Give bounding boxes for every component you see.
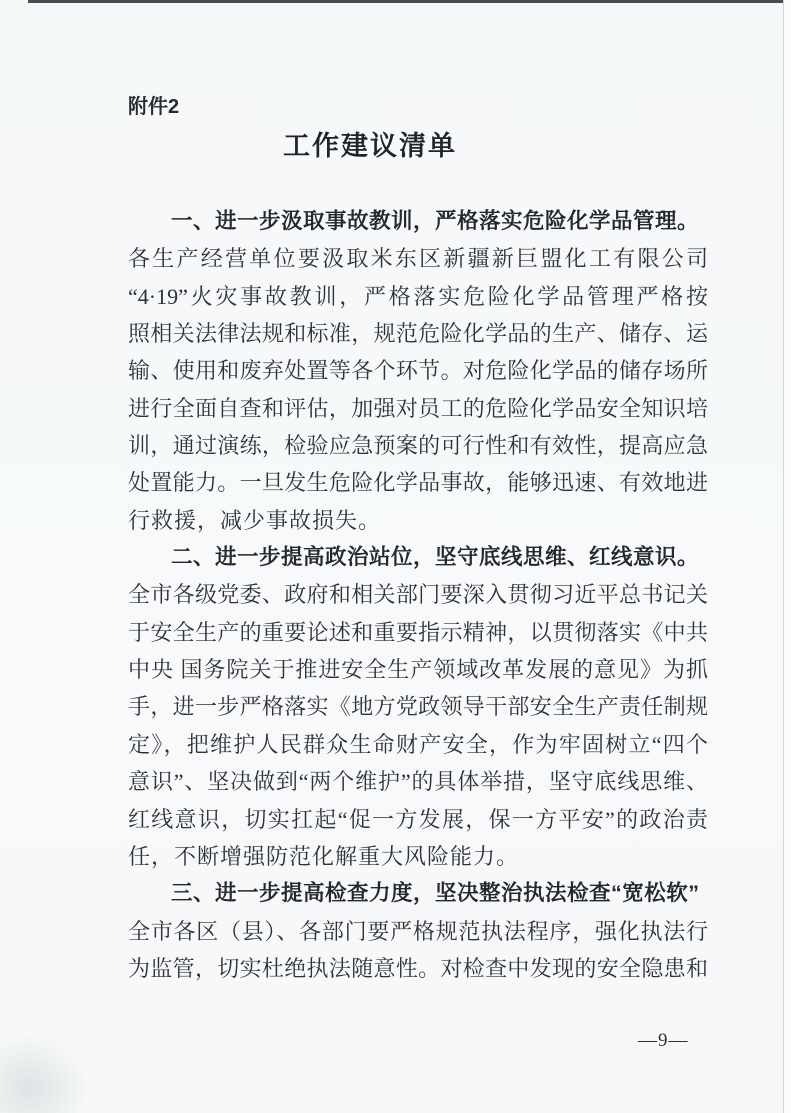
scan-right-edge xyxy=(783,0,784,1113)
paragraph-1-line: “4·19”火灾事故教训，严格落实危险化学品管理严格按 xyxy=(128,283,708,309)
scan-top-edge xyxy=(28,0,791,3)
paragraph-2-line: 任，不断增强防范化解重大风险能力。 xyxy=(128,843,520,869)
paragraph-1-line: 照相关法律法规和标准，规范危险化学品的生产、储存、运 xyxy=(128,321,708,347)
paragraph-3-line: 全市各区（县）、各部门要严格规范执法程序，强化执法行 xyxy=(128,918,708,944)
paragraph-2-line: 意识”、坚决做到“两个维护”的具体举措，坚守底线思维、 xyxy=(128,769,708,795)
paragraph-1 xyxy=(128,203,708,539)
paragraph-1-line: 行救援，减少事故损失。 xyxy=(128,507,382,533)
paragraph-2-line: 全市各级党委、政府和相关部门要深入贯彻习近平总书记关 xyxy=(128,582,708,608)
paragraph-1-lead: 一、进一步汲取事故教训，严格落实危险化学品管理。 xyxy=(171,209,700,233)
paragraph-2-lead: 二、进一步提高政治站位，坚守底线思维、红线意识。 xyxy=(171,545,700,570)
paragraph-2-line: 于安全生产的重要论述和重要指示精神，以贯彻落实《中共 xyxy=(128,619,708,645)
paragraph-2-line: 中央 国务院关于推进安全生产领域改革发展的意见》为抓 xyxy=(128,657,708,683)
paragraph-2 xyxy=(128,539,708,875)
attachment-label: 附件2 xyxy=(128,96,180,118)
scan-right-margin xyxy=(784,0,791,1113)
paragraph-1-line: 输、使用和废弃处置等各个环节。对危险化学品的储存场所 xyxy=(128,358,708,384)
paragraph-1-line: 训，通过演练，检验应急预案的可行性和有效性，提高应急 xyxy=(128,433,708,459)
document-body xyxy=(128,203,708,987)
paragraph-1-line: 处置能力。一旦发生危险化学品事故，能够迅速、有效地进 xyxy=(128,470,708,496)
page-title: 工作建议清单 xyxy=(283,131,457,161)
paragraph-2-line: 手，进一步严格落实《地方党政领导干部安全生产责任制规 xyxy=(128,694,708,720)
paragraph-3-line: 为监管，切实杜绝执法随意性。对检查中发现的安全隐患和 xyxy=(128,955,708,981)
page-number: —9— xyxy=(638,1030,689,1051)
paragraph-2-line: 定》，把维护人民群众生命财产安全，作为牢固树立“四个 xyxy=(128,731,708,757)
paragraph-3-lead: 三、进一步提高检查力度，坚决整治执法检查“宽松软” xyxy=(171,881,700,906)
paragraph-1-line: 进行全面自查和评估，加强对员工的危险化学品安全知识培 xyxy=(128,395,708,421)
paragraph-3 xyxy=(128,875,708,987)
scan-corner-smudge xyxy=(0,1033,90,1113)
paragraph-1-line: 各生产经营单位要汲取米东区新疆新巨盟化工有限公司 xyxy=(128,246,708,272)
paragraph-2-line: 红线意识，切实扛起“促一方发展，保一方平安”的政治责 xyxy=(128,806,708,832)
